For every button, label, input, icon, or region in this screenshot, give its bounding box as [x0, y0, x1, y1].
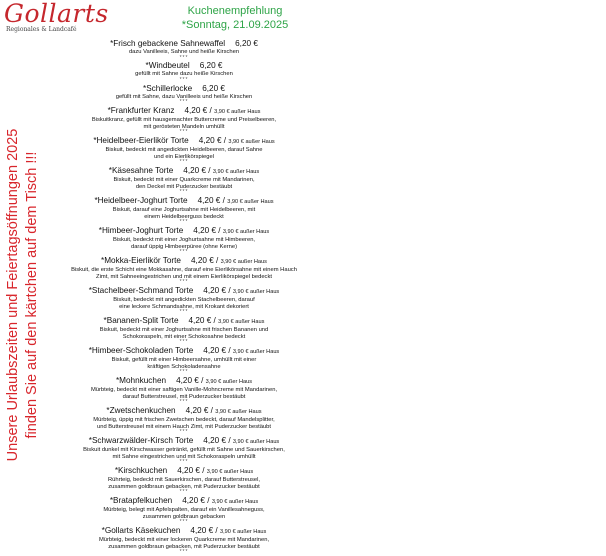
menu-item-takeaway-price: 3,90 € außer Haus: [227, 198, 274, 205]
menu-item: [38, 166, 330, 196]
menu-item-takeaway-price: 3,90 € außer Haus: [214, 108, 261, 115]
menu-item-name: *Bananen-Split Torte: [103, 315, 179, 325]
menu-item: [38, 106, 330, 136]
menu-item-description: eine leckere Schmandsahne, mit Krokant dekoriert: [119, 303, 249, 310]
menu-item-description: Biskuit, bedeckt mit einer Joghurtsahne mit frischen Bananen und: [99, 326, 269, 333]
menu-item-price: 6,20 €: [235, 39, 258, 48]
menu-item-name: *Mokka-Eierlikör Torte: [101, 255, 181, 265]
menu-item-title-line: [38, 106, 330, 117]
menu-item-takeaway-price: 3,90 € außer Haus: [220, 528, 267, 535]
menu-item-description: Mürbteig, üppig mit frischen Zwetschen bedeckt, darauf Mandelsplitter,: [93, 416, 275, 423]
menu-item-description: Rührteig, bedeckt mit Sauerkirschen, darauf Butterstreusel,: [107, 476, 261, 483]
menu-item: [38, 61, 330, 83]
menu-item: [38, 226, 330, 256]
menu-item-takeaway-price: 3,90 € außer Haus: [228, 138, 275, 145]
menu-item-description: einem Heidelbeerguss bedeckt: [144, 213, 224, 220]
menu-item-takeaway-price: 3,90 € außer Haus: [220, 258, 267, 265]
menu-item-description: Biskuit dunkel mit Kirschwasser getränkt, gefüllt mit Sahne und Sauerkirschen,: [83, 446, 285, 453]
menu-item-title-line: [38, 39, 330, 49]
menu-item-title-line: [38, 84, 330, 94]
menu-item-separator: ***: [179, 279, 189, 286]
menu-item-price: 4,20 € /: [185, 405, 213, 415]
menu-item-takeaway-price: 3,90 € außer Haus: [206, 468, 254, 475]
menu-item-name: *Frankfurter Kranz: [107, 105, 175, 115]
menu-item-description: den Deckel mit Puderzucker bestäubt: [135, 183, 233, 190]
menu-item-separator: ***: [179, 249, 189, 256]
menu-item-description: zusammen goldbraun gebacken, mit Puderzucker bestäubt: [108, 543, 260, 550]
menu-item-description: und Butterstreusel mit einem Hauch Zimt, mit Puderzucker bestäubt: [97, 423, 271, 430]
menu-item-title-line: [38, 166, 330, 177]
menu-item-separator: ***: [179, 54, 189, 61]
menu-item-takeaway-price: 3,90 € außer Haus: [205, 378, 253, 385]
menu-item-separator: ***: [179, 519, 189, 526]
menu-item-price: 4,20 € /: [184, 105, 212, 115]
menu-item-takeaway-price: 3,90 € außer Haus: [211, 498, 259, 505]
menu-item-takeaway-price: 3,90 € außer Haus: [232, 348, 280, 355]
menu-item-takeaway-price: 3,90 € außer Haus: [232, 438, 280, 445]
menu-item-price: 4,20 € /: [190, 525, 218, 535]
menu-item: [38, 466, 330, 496]
menu-item-price: 4,20 € /: [190, 255, 219, 265]
cake-menu: [38, 39, 330, 556]
menu-item-name: *Schwarzwälder-Kirsch Torte: [88, 435, 194, 445]
menu-item-separator: ***: [179, 99, 189, 106]
menu-item: [38, 496, 330, 526]
menu-item-title-line: [38, 496, 330, 507]
menu-item-title-line: [38, 136, 330, 147]
menu-title: Kuchenempfehlung: [187, 5, 283, 17]
menu-item-title-line: [38, 436, 330, 447]
menu-item-description: Biskuit, gefüllt mit einer Himbeersahne, umhüllt mit einer: [111, 356, 257, 363]
menu-item-price: 4,20 € /: [176, 375, 204, 385]
menu-item-description: darauf Butterstreusel, mit Puderzucker bestäubt: [122, 393, 246, 400]
menu-item: [38, 84, 330, 106]
menu-item-title-line: [38, 376, 330, 387]
menu-item: [38, 346, 330, 376]
logo-name: Gollarts: [4, 0, 109, 28]
menu-date: *Sonntag, 21.09.2025: [181, 19, 289, 31]
menu-item-takeaway-price: 3,90 € außer Haus: [218, 318, 265, 325]
menu-item-separator: ***: [179, 399, 189, 406]
menu-item-name: *Heidelbeer-Eierlikör Torte: [93, 135, 189, 145]
menu-item-description: Biskuit, bedeckt mit angedickten Stachelbeeren, darauf: [113, 296, 255, 303]
menu-item: [38, 436, 330, 466]
menu-item-price: 6,20 €: [199, 61, 223, 71]
menu-item-name: *Mohnkuchen: [115, 375, 167, 385]
menu-item-name: *Kirschkuchen: [114, 465, 168, 475]
menu-item-price: 4,20 € /: [183, 165, 211, 175]
menu-item-title-line: [38, 226, 330, 237]
menu-item-price: 4,20 € /: [203, 285, 231, 295]
menu-item-separator: ***: [179, 219, 189, 226]
menu-item-price: 4,20 € /: [198, 135, 227, 145]
menu-item: [38, 376, 330, 406]
menu-item-name: *Bratapfelkuchen: [109, 495, 173, 505]
menu-item-description: kräftigen Schokoladensahne: [147, 363, 221, 370]
menu-item-description: Mürbteig, bedeckt mit einer lockeren Quarkcreme mit Mandarinen,: [98, 536, 270, 543]
logo-subtitle: Regionales & Landcafé: [6, 26, 77, 33]
menu-item-separator: ***: [179, 189, 189, 196]
menu-item: [38, 136, 330, 166]
logo: [4, 0, 109, 34]
menu-item-title-line: [38, 256, 330, 267]
menu-item-title-line: [38, 466, 330, 477]
menu-item-description: Schokoraspeln, mit einer Schokosahne bedeckt: [122, 333, 246, 340]
menu-item: [38, 256, 330, 286]
menu-item: [38, 286, 330, 316]
menu-item-separator: ***: [179, 369, 189, 376]
menu-header: [165, 4, 305, 32]
menu-item-name: *Zwetschenkuchen: [106, 405, 176, 415]
menu-item-price: 4,20 € /: [197, 195, 225, 205]
menu-item-title-line: [38, 526, 330, 537]
menu-item-price: 4,20 € /: [203, 435, 231, 445]
menu-item-title-line: [38, 286, 330, 297]
menu-item-description: Zimt, mit Sahneeingestrichen und mit einem Eierlikörspiegel bedeckt: [96, 273, 272, 280]
menu-item-name: *Himbeer-Schokoladen Torte: [88, 345, 194, 355]
menu-item-description: darauf üppig Himbeerpüree (ohne Kerne): [130, 243, 238, 250]
menu-item-title-line: [38, 196, 330, 207]
menu-item: [38, 526, 330, 556]
menu-item-separator: ***: [179, 339, 189, 346]
menu-item-description: Biskuit, bedeckt mit einer Joghurtsahne mit Himbeeren,: [112, 236, 256, 243]
menu-item-takeaway-price: 3,90 € außer Haus: [222, 228, 270, 235]
menu-item-name: *Gollarts Käsekuchen: [101, 525, 181, 535]
menu-item-name: *Käsesahne Torte: [108, 165, 174, 175]
menu-item-title-line: [38, 316, 330, 327]
menu-item-separator: ***: [179, 77, 189, 83]
menu-item-price: 4,20 € /: [182, 495, 210, 505]
menu-item-name: *Windbeutel: [145, 61, 190, 71]
menu-item-description: Mürbteig, bedeckt mit einer saftigen Vanille-Mohncreme mit Mandarinen,: [90, 386, 278, 393]
menu-item-description: gefüllt mit Sahne dazu heiße Kirschen: [135, 71, 233, 78]
menu-item-name: *Schillerlocke: [143, 83, 193, 93]
menu-item-takeaway-price: 3,90 € außer Haus: [212, 168, 260, 175]
menu-item-description: mit gerösteten Mandeln umhüllt: [143, 123, 225, 130]
menu-item-takeaway-price: 3,90 € außer Haus: [215, 408, 262, 415]
menu-item-title-line: [38, 346, 330, 357]
menu-item-price: 4,20 € /: [193, 225, 221, 235]
menu-item-separator: ***: [179, 309, 189, 316]
menu-item-name: *Frisch gebackene Sahnewaffel: [110, 39, 226, 48]
menu-item: [38, 406, 330, 436]
menu-item-description: zusammen goldbraun gebacken: [142, 513, 226, 520]
menu-item-name: *Stachelbeer-Schmand Torte: [88, 285, 194, 295]
menu-item-name: *Heidelbeer-Joghurt Torte: [94, 195, 188, 205]
menu-item: [38, 39, 330, 61]
menu-item-price: 4,20 € /: [188, 315, 216, 325]
menu-item-description: Biskuit, die erste Schicht eine Mokkasahne, darauf eine Eierlikörsahne mit einem Hauch: [71, 266, 297, 273]
menu-item-price: 6,20 €: [202, 83, 225, 93]
menu-item-description: zusammen goldbraun gebacken, mit Puderzucker bestäubt: [108, 483, 260, 490]
menu-item-description: Biskuitkranz, gefüllt mit hausgemachter Buttercreme und Preiselbeeren,: [91, 116, 277, 123]
menu-item-description: Biskuit, bedeckt mit angedickten Heidelbeeren, darauf Sahne: [105, 146, 263, 153]
holiday-notice-line-1: Unsere Urlaubszeiten und Feiertagsöffnungen 2025: [5, 128, 21, 462]
menu-item-separator: ***: [179, 549, 189, 556]
menu-item-description: und ein Eierlikörspiegel: [154, 153, 214, 160]
menu-item-name: *Himbeer-Joghurt Torte: [98, 225, 184, 235]
menu-item-title-line: [38, 406, 330, 417]
menu-item-price: 4,20 € /: [203, 345, 231, 355]
menu-item-title-line: [38, 61, 330, 71]
menu-item-description: gefüllt mit Sahne, dazu Vanilleeis und heiße Kirschen: [115, 93, 253, 100]
menu-item-separator: ***: [179, 159, 189, 166]
menu-item-price: 4,20 € /: [177, 465, 205, 475]
menu-item-separator: ***: [179, 429, 189, 436]
menu-item-separator: ***: [179, 489, 189, 496]
menu-item-separator: ***: [179, 459, 189, 466]
menu-item-description: Biskuit, darauf eine Joghurtsahne mit Heidelbeeren, mit: [112, 206, 256, 213]
menu-item-separator: ***: [179, 129, 189, 136]
menu-item-description: Biskuit, bedeckt mit einer Quarkcreme mit Mandarinen,: [113, 176, 255, 183]
menu-item-description: Mürbteig, belegt mit Apfelspalten, darauf ein Vanillesahneguss,: [103, 506, 265, 513]
menu-item-takeaway-price: 3,90 € außer Haus: [232, 288, 280, 295]
holiday-notice-line-2: finden Sie auf den kärtchen auf dem Tisch !!!: [24, 151, 40, 439]
menu-item: [38, 196, 330, 226]
menu-item-description: dazu Vanilleeis, Sahne und heiße Kirschen: [128, 49, 240, 55]
menu-item: [38, 316, 330, 346]
menu-item-description: mit Sahne eingestrichen und mit Schokoraspeln umhüllt: [112, 453, 256, 460]
